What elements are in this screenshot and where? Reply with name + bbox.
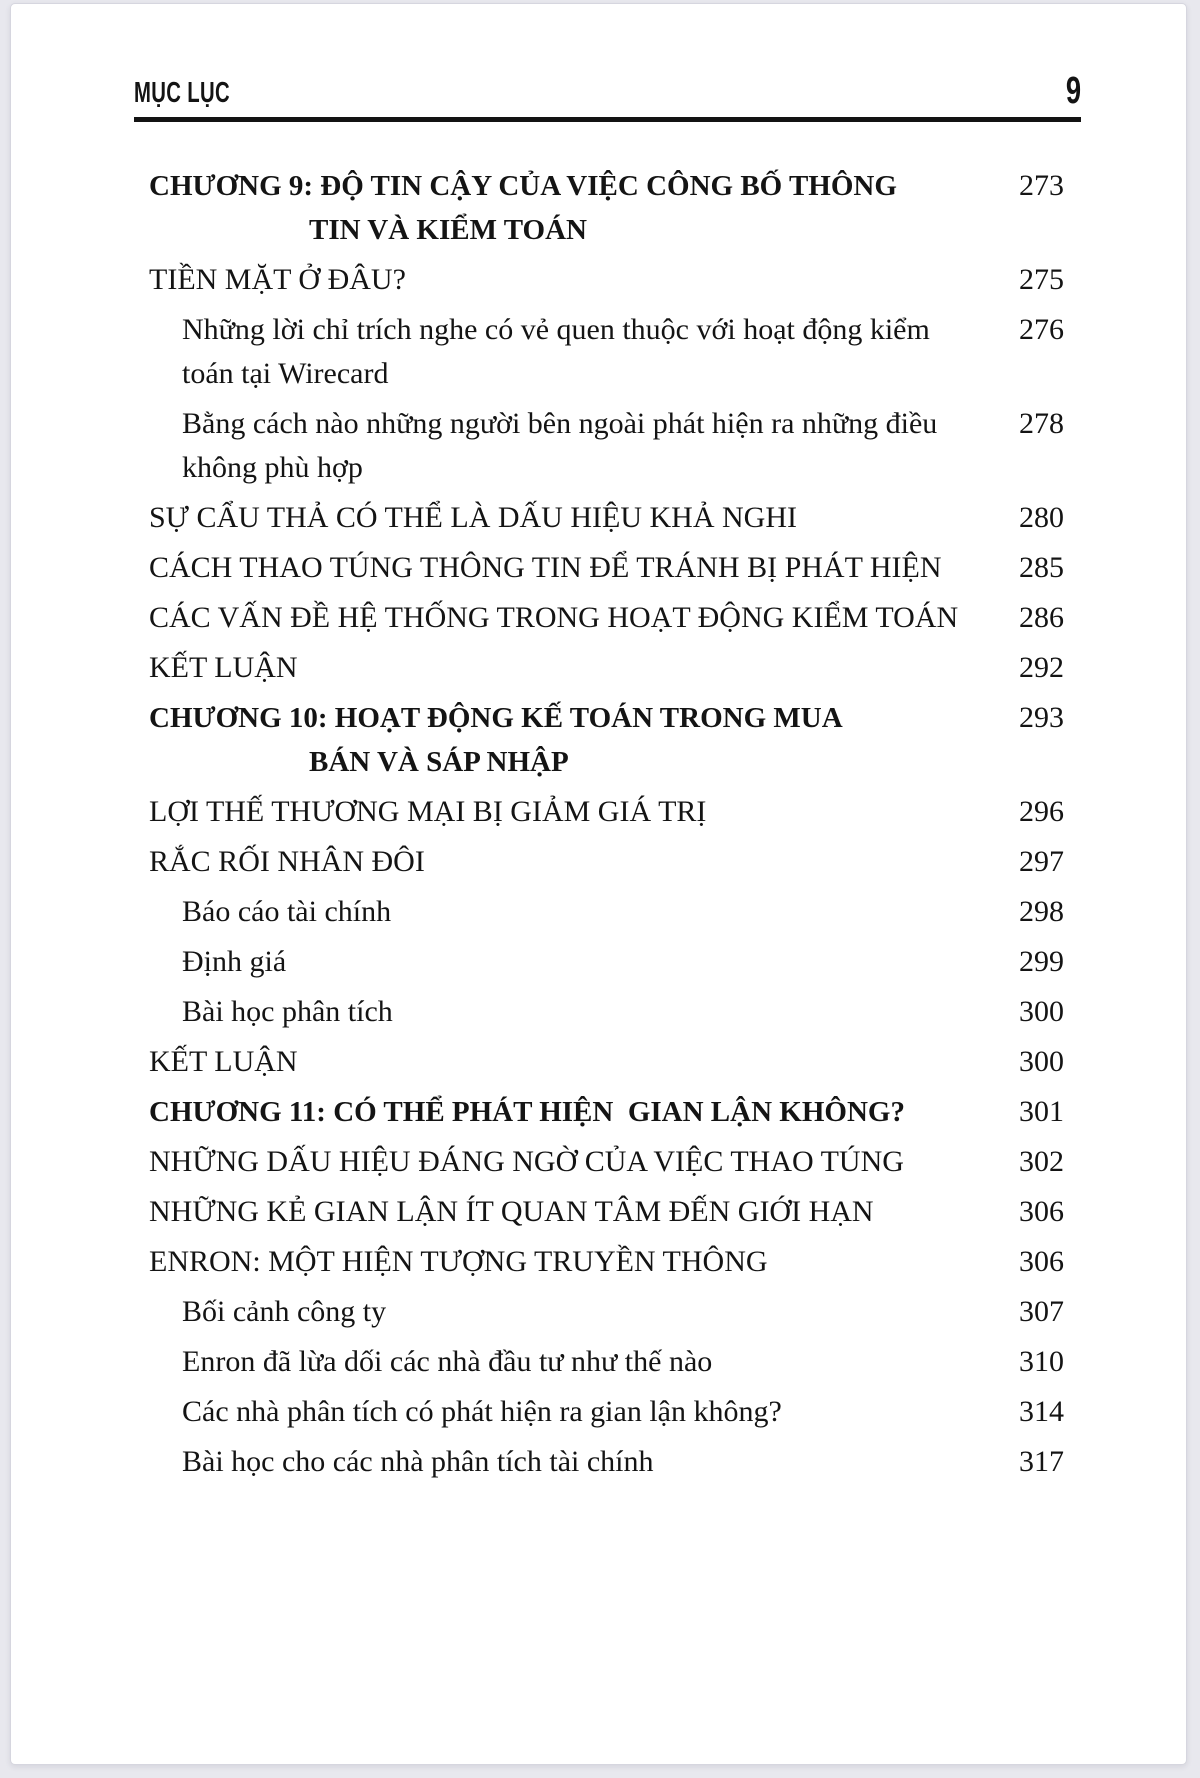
- toc-entry-line: CHƯƠNG 11: CÓ THỂ PHÁT HIỆN GIAN LẬN KHÔNG?: [149, 1096, 905, 1128]
- toc-entry-title: [149, 258, 992, 302]
- toc-entry: [149, 1290, 1064, 1334]
- toc-entry: [149, 990, 1064, 1034]
- toc-entry-title: [149, 696, 992, 784]
- toc-entry-title: [149, 1340, 992, 1384]
- page-header: [134, 70, 1081, 122]
- toc-entry-page-number: 306: [1019, 1195, 1064, 1228]
- toc-entry: [149, 940, 1064, 984]
- toc-entry-page-number: 292: [1019, 651, 1064, 684]
- toc-entry: [149, 1390, 1064, 1434]
- toc-entry: [149, 1190, 1064, 1234]
- toc-entry-title: [149, 1290, 992, 1334]
- toc-entry: [149, 696, 1064, 784]
- toc-entry-line: CHƯƠNG 10: HOẠT ĐỘNG KẾ TOÁN TRONG MUA: [149, 702, 843, 734]
- toc-entry-line: KẾT LUẬN: [149, 651, 298, 684]
- running-header-title: MỤC LỤC: [134, 77, 231, 109]
- toc-entry-page-number: 299: [1019, 945, 1064, 978]
- toc-entry-line: CÁC VẤN ĐỀ HỆ THỐNG TRONG HOẠT ĐỘNG KIỂM TOÁN: [149, 601, 959, 634]
- toc-entry-line: toán tại Wirecard: [182, 357, 389, 390]
- toc-entry: [149, 1240, 1064, 1284]
- toc-entry-line: SỰ CẨU THẢ CÓ THỂ LÀ DẤU HIỆU KHẢ NGHI: [149, 501, 797, 534]
- page-content: [11, 4, 1186, 1484]
- toc-entry-title: [149, 790, 992, 834]
- toc-entry-page-number: 306: [1019, 1245, 1064, 1278]
- toc-entry-line: RẮC RỐI NHÂN ĐÔI: [149, 845, 425, 878]
- toc-entry-page-number: 278: [1019, 407, 1064, 440]
- toc-entry: [149, 258, 1064, 302]
- toc-entry: [149, 790, 1064, 834]
- toc-entry-page-number: 286: [1019, 601, 1064, 634]
- toc-entry-page-number: 276: [1019, 313, 1064, 346]
- toc-entry: [149, 546, 1064, 590]
- toc-entry-title: [149, 646, 992, 690]
- toc-entry-title: [149, 546, 992, 590]
- toc-entry-line: TIN VÀ KIỂM TOÁN: [309, 214, 587, 246]
- toc-entry-page-number: 307: [1019, 1295, 1064, 1328]
- toc-entry-title: [149, 1090, 992, 1134]
- page-number: 9: [1065, 70, 1081, 112]
- toc-entry-page-number: 300: [1019, 995, 1064, 1028]
- toc-entry-line: Bài học cho các nhà phân tích tài chính: [182, 1445, 654, 1478]
- toc-entry-title: [149, 308, 992, 396]
- toc-entry-title: [149, 890, 992, 934]
- toc-entry-title: [149, 1140, 992, 1184]
- toc-entry-line: Bài học phân tích: [182, 995, 393, 1028]
- toc-entry-page-number: 300: [1019, 1045, 1064, 1078]
- toc-entry-page-number: 317: [1019, 1445, 1064, 1478]
- toc-entry: [149, 308, 1064, 396]
- toc-entry: [149, 1140, 1064, 1184]
- toc-entry-page-number: 285: [1019, 551, 1064, 584]
- toc-entry: [149, 890, 1064, 934]
- toc-entry-page-number: 273: [1019, 169, 1064, 202]
- toc-entry-title: [149, 402, 992, 490]
- toc-entry-title: [149, 940, 992, 984]
- toc-entry-page-number: 293: [1019, 701, 1064, 734]
- toc-entry-page-number: 280: [1019, 501, 1064, 534]
- toc-entry-line: CÁCH THAO TÚNG THÔNG TIN ĐỂ TRÁNH BỊ PHÁT HIỆN: [149, 551, 942, 584]
- toc-entry-page-number: 296: [1019, 795, 1064, 828]
- toc-entry-page-number: 301: [1019, 1095, 1064, 1128]
- toc-entry-page-number: 302: [1019, 1145, 1064, 1178]
- toc-entry-line: KẾT LUẬN: [149, 1045, 298, 1078]
- toc-entry-title: [149, 1390, 992, 1434]
- toc-entry: [149, 840, 1064, 884]
- toc-entry-line: Enron đã lừa dối các nhà đầu tư như thế nào: [182, 1345, 713, 1378]
- toc-entry: [149, 1340, 1064, 1384]
- toc-entry: [149, 1090, 1064, 1134]
- book-page: [10, 3, 1187, 1765]
- toc-entry: [149, 164, 1064, 252]
- toc-entry-title: [149, 1440, 992, 1484]
- toc-entry-title: [149, 990, 992, 1034]
- toc-list: [134, 164, 1064, 1484]
- toc-entry-page-number: 275: [1019, 263, 1064, 296]
- toc-entry-page-number: 314: [1019, 1395, 1064, 1428]
- toc-entry-title: [149, 496, 992, 540]
- toc-entry: [149, 402, 1064, 490]
- toc-entry-page-number: 298: [1019, 895, 1064, 928]
- toc-entry: [149, 1440, 1064, 1484]
- toc-entry-page-number: 310: [1019, 1345, 1064, 1378]
- toc-entry-line: Bối cảnh công ty: [182, 1295, 387, 1328]
- toc-entry-title: [149, 1040, 992, 1084]
- toc-entry-title: [149, 164, 992, 252]
- toc-entry-line: ENRON: MỘT HIỆN TƯỢNG TRUYỀN THÔNG: [149, 1245, 768, 1278]
- toc-entry-title: [149, 1190, 992, 1234]
- toc-entry-line: LỢI THẾ THƯƠNG MẠI BỊ GIẢM GIÁ TRỊ: [149, 795, 707, 828]
- toc-entry: [149, 496, 1064, 540]
- toc-entry-line: Những lời chỉ trích nghe có vẻ quen thuộc với hoạt động kiểm: [182, 313, 930, 346]
- toc-entry-line: NHỮNG KẺ GIAN LẬN ÍT QUAN TÂM ĐẾN GIỚI HẠN: [149, 1195, 874, 1228]
- toc-entry: [149, 646, 1064, 690]
- toc-entry-line: NHỮNG DẤU HIỆU ĐÁNG NGỜ CỦA VIỆC THAO TÚNG: [149, 1145, 904, 1178]
- toc-entry: [149, 596, 1064, 640]
- toc-entry-page-number: 297: [1019, 845, 1064, 878]
- toc-entry-line: TIỀN MẶT Ở ĐÂU?: [149, 263, 406, 296]
- toc-entry-title: [149, 840, 992, 884]
- toc-entry-line: không phù hợp: [182, 451, 363, 484]
- toc-entry-line: Các nhà phân tích có phát hiện ra gian lận không?: [182, 1395, 782, 1428]
- toc-entry-line: BÁN VÀ SÁP NHẬP: [309, 746, 569, 778]
- toc-entry-line: CHƯƠNG 9: ĐỘ TIN CẬY CỦA VIỆC CÔNG BỐ THÔNG: [149, 170, 897, 202]
- toc-entry-line: Bằng cách nào những người bên ngoài phát hiện ra những điều: [182, 407, 938, 440]
- toc-entry-title: [149, 596, 992, 640]
- toc-entry: [149, 1040, 1064, 1084]
- toc-entry-line: Định giá: [182, 945, 287, 978]
- toc-entry-line: Báo cáo tài chính: [182, 895, 392, 928]
- toc-entry-title: [149, 1240, 992, 1284]
